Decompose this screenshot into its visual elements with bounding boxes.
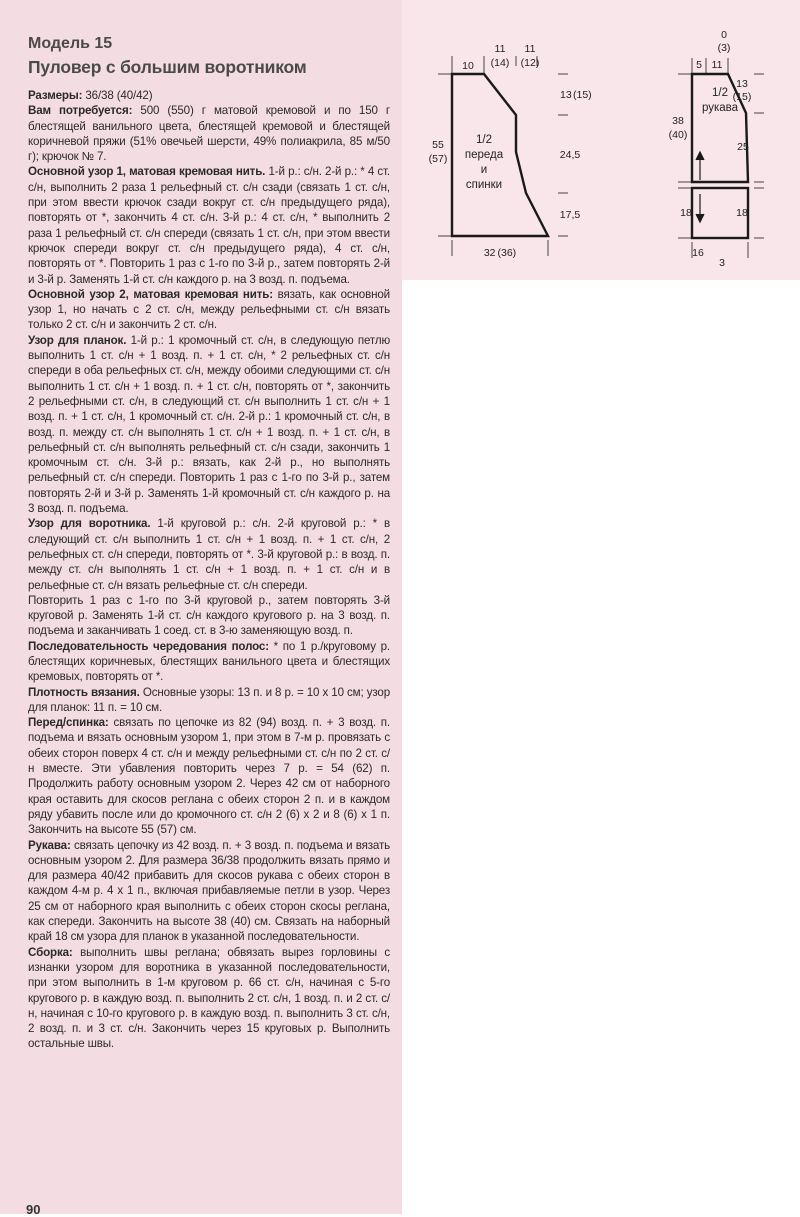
sleeve-left-height: 38 — [672, 115, 684, 127]
body-right-height: 24,5 — [559, 149, 581, 161]
instructions-column — [28, 34, 390, 1052]
body-top-width: (14) — [490, 57, 510, 69]
schematics-svg — [402, 0, 800, 280]
sleeve-right-height: (15) — [732, 91, 752, 103]
section-heading: Плотность вязания. — [28, 685, 140, 699]
section-stripes — [28, 639, 390, 685]
sleeve-right-height: 13 — [736, 78, 748, 90]
cuff-right-height: 18 — [736, 207, 748, 219]
section-heading: Основной узор 1, матовая кремовая нить. — [28, 165, 266, 179]
sleeve-bottom-width: 16 — [692, 247, 704, 259]
section-body: 500 (550) г матовой кремовой и по 150 г блестящей ванильного цвета, блестящей кремовой и блестящей коричневой пряжи (51% овечьей шерсти, 49% полиакрила, 85 м/50 г); крючок № 7. — [28, 104, 390, 164]
section-body: 36/38 (40/42) — [82, 89, 153, 102]
body-label-line: и — [480, 164, 488, 176]
section-heading: Узор для планок. — [28, 333, 127, 347]
sleeve-bottom-extra: 3 — [719, 257, 725, 269]
section-body: Основные узоры: 13 п. и 8 р. = 10 х 10 см; узор для планок: 11 п. = 10 см. — [28, 685, 390, 714]
section-assembly — [28, 945, 390, 1052]
sleeve-labels — [669, 29, 752, 269]
body-right-height: (15) — [573, 89, 592, 101]
section-heading: Узор для воротника. — [28, 517, 151, 531]
body-top-width: 11 — [494, 43, 506, 55]
cuff-left-height: 18 — [680, 207, 692, 219]
body-top-width: 10 — [462, 60, 474, 72]
section-body: 1-й круговой р.: с/н. 2-й круговой р.: * в следующий ст. с/н выполнить 1 ст. с/н + 1 возд. п. + 1 ст. с/н, 2 рельефных ст. с/н спереди, повторять от *. 3-й круговой р.: в возд. п. между ст. с/н выполнять 1 ст. с/н + 1 возд. п. + 1 ст. с/н и в рельефные ст. с/н вязать рельефные ст. с/н спереди. — [28, 517, 390, 592]
section-body: * по 1 р./круговому р. блестящих коричневых, блестящих ванильного цвета и блестящих кремовых, повторять от *. — [28, 639, 390, 684]
model-number: Модель 15 — [28, 35, 113, 52]
section-heading: Сборка: — [28, 945, 73, 959]
section-sizes — [28, 88, 390, 103]
section-frontback — [28, 715, 390, 837]
section-pattern2 — [28, 287, 390, 333]
body-left-height: (57) — [428, 153, 448, 165]
body-label-line: переда — [464, 149, 504, 161]
body-left-height: 55 — [432, 139, 444, 151]
body-right-height: 13 — [560, 89, 572, 101]
sleeve-top-dim: 5 — [696, 59, 702, 71]
body-right-height: 17,5 — [559, 209, 581, 221]
section-heading: Вам потребуется: — [28, 104, 133, 118]
section-body: 1-й р.: с/н. 2-й р.: * 4 ст. с/н, выполнить 2 раза 1 рельефный ст. с/н сзади (связать 1 ст. с/н, при этом ввести крючок сзади вокруг ст. с/н предыдущего ряда), повторять от *, закончить 4 ст. с/н. 3-й р.: 4 ст. с/н, * выполнить 2 раза 1 рельефный ст. с/н спереди (связать 1 ст. с/н, при этом ввести крючок спереди вокруг ст. с/н предыдущего ряда), 4 ст. с/н, повторять от *. Повторить 1 раз с 1-го по 3-й р., затем повторять 2-й и 3-й р. Заменять 1-й ст. с/н каждого р. на 3 возд. п. подъема. — [28, 165, 390, 286]
section-materials — [28, 103, 390, 164]
section-heading: Размеры: — [28, 89, 83, 102]
section-body: выполнить швы реглана; обвязать вырез горловины с изнанки узором для воротника в указанной последовательности, при этом выполнить в 1-м круговом р. 66 ст. с/н, начиная с 5-го кругового р. в каждую возд. п. выполнить 2 ст. с/н, 1 возд. п. и 2 ст. с/н, начиная с 10-го кругового р. в каждую возд. п. выполнить 3 ст. с/н, 2 возд. п. и 3 ст. с/н. Закончить через 15 круговых р. Выполнить остальные швы. — [28, 945, 390, 1051]
section-body: Повторить 1 раз с 1-го по 3-й круговой р., затем повторять 3-й круговой р. Заменять 1-й ст. с/н каждого кругового р. на 3 возд. п. подъема и заканчивать 1 соед. ст. в 3-ю заменяющую возд. п. — [28, 593, 390, 638]
instruction-sections — [28, 88, 390, 1052]
section-gauge — [28, 685, 390, 716]
page-number: 90 — [26, 1202, 41, 1217]
section-collar2 — [28, 593, 390, 639]
section-bands — [28, 333, 390, 517]
section-collar — [28, 516, 390, 592]
sleeve-right-height: 25 — [737, 141, 749, 153]
sleeve-top-dim: 11 — [711, 59, 723, 71]
body-label-line: спинки — [465, 179, 503, 191]
section-body: вязать, как основной узор 1, но начать с 2 ст. с/н, между рельефными ст. с/н вязать только 2 ст. с/н и закончить 2 ст. с/н. — [28, 287, 390, 332]
sleeve-top-dim: 0 — [721, 29, 727, 41]
sleeve-label-line: 1/2 — [712, 87, 728, 99]
section-heading: Последовательность чередования полос: — [28, 639, 269, 653]
section-body: 1-й р.: 1 кромочный ст. с/н, в следующую петлю выполнить 1 ст. с/н + 1 возд. п. + 1 ст. с/н, * 2 рельефных ст. с/н спереди в оба рельефных ст. с/н, между обоими следующими ст. с/н выполнить 1 ст. с/н + 1 возд. п. + 1 ст. с/н, повторять от *, закончить 2 рельефными ст. с/н, в следующий ст. с/н выполнить 1 ст. с/н + 1 возд. п. + 1 ст. с/н, 1 кромочный ст. с/н. 2-й р.: 1 кромочный ст. с/н, в возд. п. между ст. с/н выполнять 1 ст. с/н + 1 возд. п. + 1 ст. с/н, в рельефный ст. с/н выполнять рельефный ст. с/н сзади, закончить 1 кромочным ст. с/н. 3-й р.: вязать, как 2-й р., но выполнять рельефный ст. с/н спереди. Повторить 1 раз с 1-го по 3-й р., затем повторять 2-й и 3-й р. Заменять 1-й кромочный ст. с/н каждого р. на 3 возд. п. подъема. — [28, 333, 390, 516]
section-heading: Основной узор 2, матовая кремовая нить: — [28, 287, 273, 301]
body-top-width: 11 — [524, 43, 536, 55]
section-body: связать цепочку из 42 возд. п. + 3 возд. п. подъема и вязать основным узором 2. Для размера 36/38 продолжить вязать прямо и для размера 40/42 прибавить для скосов рукава с обеих сторон в каждом 4-м р. 4 х 1 п., включая прибавляемые петли в узор. Через 25 см от наборного края выполнить с обеих сторон скосы реглана, как спереди. Закончить на высоте 38 (40) см. Связать на наборный край 18 см узора для планок в указанной последовательности. — [28, 838, 390, 944]
section-heading: Рукава: — [28, 838, 71, 852]
body-label-line: 1/2 — [476, 134, 492, 146]
sleeve-top-dim: (3) — [717, 42, 731, 54]
section-heading: Перед/спинка: — [28, 716, 109, 730]
sleeve-label-line: рукава — [701, 102, 739, 114]
section-body: связать по цепочке из 82 (94) возд. п. + 3 возд. п. подъема и вязать основным узором 1, при этом в 7-м р. провязать с обеих сторон поверх 4 ст. с/н и между рельефными ст. с/н по 2 ст. с/н вместе. Эти убавления повторить через 7 р. = 54 (62) п. Продолжить работу основным узором 2. Через 42 см от наборного края оставить для скосов реглана с обеих сторон 2 п. и в каждом ряду убавить после или до кромочного ст. с/н 2 (6) х 2 и 8 (6) х 1 п. Закончить на высоте 55 (57) см. — [28, 716, 390, 837]
pattern-schematics — [402, 0, 800, 280]
sleeve-left-height: (40) — [668, 129, 688, 141]
section-sleeves — [28, 838, 390, 945]
section-pattern1 — [28, 164, 390, 286]
body-bottom-width: 32 (36) — [483, 247, 517, 259]
body-top-width: (12) — [520, 57, 540, 69]
page-title: Пуловер с большим воротником — [28, 57, 307, 77]
